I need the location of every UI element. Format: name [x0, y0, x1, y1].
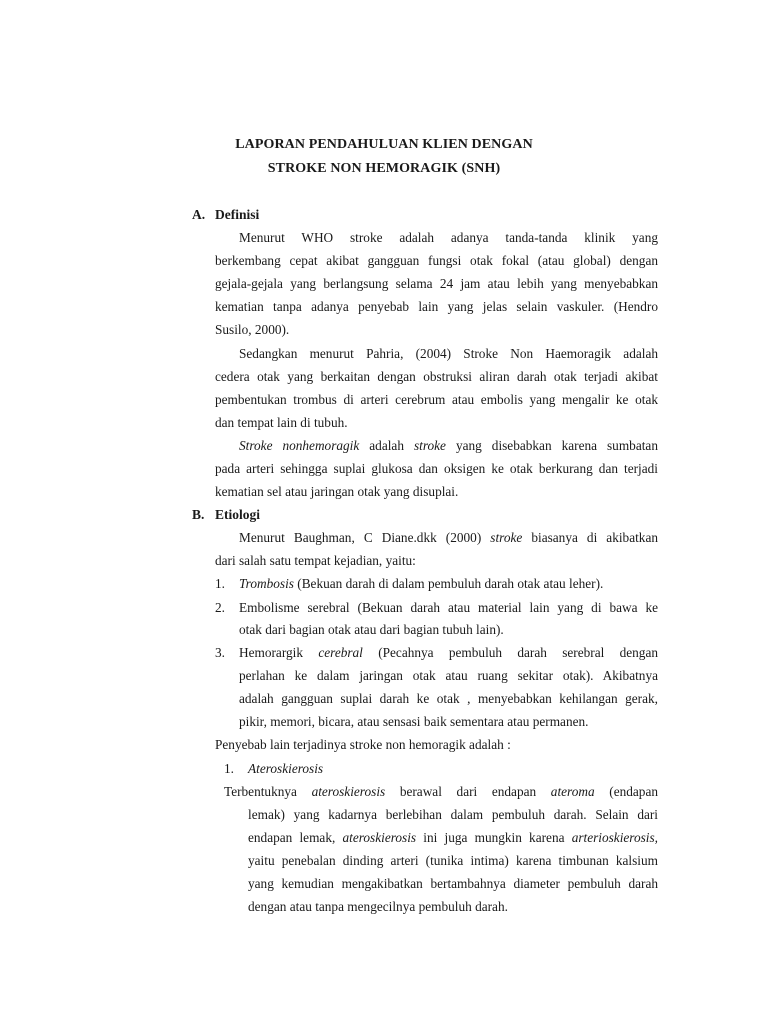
section-a-heading: Definisi	[215, 207, 260, 222]
document-title-line-2: STROKE NON HEMORAGIK (SNH)	[267, 161, 501, 176]
italic-term: stroke	[413, 438, 446, 453]
definisi-p1-line: kematian tanpa adanya penyebab lain yang jelas selain vaskuler. (Hendro	[215, 299, 658, 314]
other-causes-text: Penyebab lain terjadinya stroke non hemoragik adalah :	[215, 737, 511, 752]
list-item: perlahan ke dalam jaringan otak atau ruang sekitar otak). Akibatnya	[239, 668, 658, 683]
definisi-p3-line: Stroke nonhemoragik adalah stroke yang disebabkan karena sumbatan	[239, 438, 658, 453]
section-b-heading: Etiologi	[215, 507, 261, 522]
italic-term: arterioskierosis,	[571, 830, 658, 845]
definisi-p1-line: gejala-gejala yang berlangsung selama 24 jam atau lebih yang menyebabkan	[215, 276, 658, 291]
etiologi-intro-line: Menurut Baughman, C Diane.dkk (2000) stroke biasanya di akibatkan	[239, 530, 658, 545]
italic-term: Stroke nonhemoragik	[239, 438, 360, 453]
italic-term: ateroskierosis	[342, 830, 417, 845]
list-item: Trombosis (Bekuan darah di dalam pembuluh darah otak atau leher).	[239, 576, 604, 591]
ateroskierosis-line: dengan atau tanpa mengecilnya pembuluh darah.	[248, 899, 508, 914]
italic-term: stroke	[490, 530, 523, 545]
italic-term: ateroma	[550, 784, 595, 799]
ateroskierosis-line: Terbentuknya ateroskierosis berawal dari endapan ateroma (endapan	[224, 784, 658, 799]
definisi-p2-line: Sedangkan menurut Pahria, (2004) Stroke Non Haemoragik adalah	[239, 346, 658, 361]
list-item: otak dari bagian otak atau dari bagian tubuh lain).	[239, 622, 504, 637]
list-item: Embolisme serebral (Bekuan darah atau material lain yang di bawa ke	[239, 600, 658, 615]
ateroskierosis-line: endapan lemak, ateroskierosis ini juga mungkin karena arterioskierosis,	[248, 830, 658, 845]
definisi-p1-line: berkembang cepat akibat gangguan fungsi otak fokal (atau global) dengan	[215, 253, 658, 268]
document-title-line-1: LAPORAN PENDAHULUAN KLIEN DENGAN	[235, 137, 533, 152]
ateroskierosis-line: yang kemudian mengakibatkan bertambahnya diameter pembuluh darah	[248, 876, 658, 891]
definisi-p2-line: cedera otak yang berkaitan dengan obstruksi aliran darah otak terjadi akibat	[215, 369, 658, 384]
list-item: adalah gangguan suplai darah ke otak , menyebabkan kehilangan gerak,	[239, 691, 658, 706]
definisi-p1-line: Menurut WHO stroke adalah adanya tanda-tanda klinik yang	[239, 230, 658, 245]
definisi-p3-line: kematian sel atau jaringan otak yang disuplai.	[215, 484, 459, 499]
italic-term: Trombosis	[239, 576, 294, 591]
list-item: pikir, memori, bicara, atau sensasi baik sementara atau permanen.	[239, 714, 589, 729]
section-b-letter: B.	[192, 507, 205, 522]
definisi-p2-line: dan tempat lain di tubuh.	[215, 415, 348, 430]
list-item-number: 3.	[215, 645, 225, 660]
list-item-number: 1.	[215, 576, 225, 591]
italic-term: ateroskierosis	[311, 784, 386, 799]
ateroskierosis-line: lemak) yang kadarnya berlebihan dalam pembuluh darah. Selain dari	[248, 807, 658, 822]
definisi-p1-line: Susilo, 2000).	[215, 322, 290, 337]
etiologi-intro-line: dari salah satu tempat kejadian, yaitu:	[215, 553, 416, 568]
list-item: Hemorargik cerebral (Pecahnya pembuluh darah serebral dengan	[239, 645, 658, 660]
definisi-p2-line: pembentukan trombus di arteri cerebrum atau embolis yang mengalir ke otak	[215, 392, 658, 407]
section-a-letter: A.	[192, 207, 206, 222]
sub-list-number: 1.	[224, 761, 234, 776]
list-item-number: 2.	[215, 600, 225, 615]
ateroskierosis-line: yaitu penebalan dinding arteri (tunika intima) karena timbunan kalsium	[248, 853, 658, 868]
sub-list-title: Ateroskierosis	[248, 761, 324, 776]
italic-term: cerebral	[318, 645, 363, 660]
definisi-p3-line: pada arteri sehingga suplai glukosa dan oksigen ke otak berkurang dan terjadi	[215, 461, 658, 476]
